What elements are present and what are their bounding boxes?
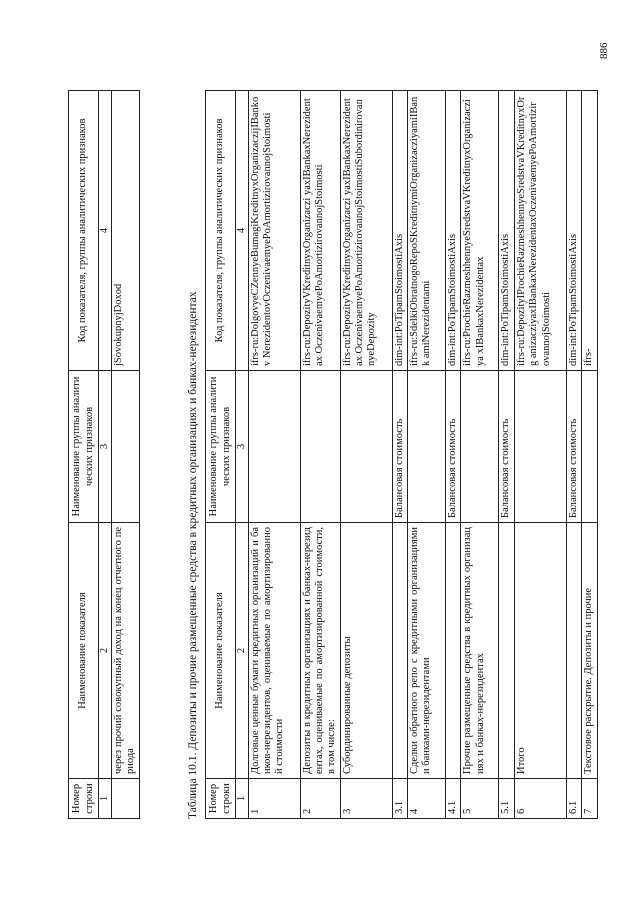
- group-name: Балансовая стоимость: [392, 371, 407, 523]
- group-name: [408, 371, 446, 523]
- indicator-code: dim-int:PoTipamStoimostiAxis: [566, 91, 581, 371]
- header-group-name: Наименование группы аналитических признаков: [206, 371, 236, 523]
- table-continuation: [68, 90, 140, 819]
- col-number: 3: [236, 371, 249, 523]
- row-number: 5: [461, 779, 499, 819]
- indicator-code: ifrs-ru:DolgovyeCZennyeBumagiKreditnyxOrganizaczijIBankov NerezidentovOczenivaemyePoAmortizirovannojStoimosti: [248, 91, 300, 371]
- group-name: [248, 371, 300, 523]
- indicator-code: dim-int:PoTipamStoimostiAxis: [446, 91, 461, 371]
- table-row: [300, 91, 340, 819]
- table-header-row: [206, 91, 236, 819]
- indicator-name: Текстовое раскрытие. Депозиты и прочие: [582, 523, 597, 779]
- indicator-code: ifrs-ru:SdelkiObratnogoRepoSKreditnymiOrganizacziyamiIBank amiNerezidentami: [408, 91, 446, 371]
- row-number: [111, 779, 139, 819]
- col-number: 1: [99, 779, 112, 819]
- table-row: [392, 91, 407, 819]
- table-row: [111, 91, 139, 819]
- table-row: [582, 91, 597, 819]
- indicator-name: Долговые ценные бумаги кредитных организаций и банков-нерезидентов, оцениваемые по амортизированной стоимости: [248, 523, 300, 779]
- indicator-name: Сделки обратного репо с кредитными организациями и банками-нерезидентами: [408, 523, 446, 779]
- indicator-code: jSovokupnyjDoxod: [111, 91, 139, 371]
- header-group-name: Наименование группы аналитических признаков: [69, 371, 99, 523]
- indicator-name: [499, 523, 514, 779]
- col-number: 2: [99, 523, 112, 779]
- table-header-row: [69, 91, 99, 819]
- group-name: Балансовая стоимость: [566, 371, 581, 523]
- table-row: [461, 91, 499, 819]
- group-name: [300, 371, 340, 523]
- indicator-name: Депозиты в кредитных организациях и банках-нерезидентах, оцениваемые по амортизированной стоимости, в том числе:: [300, 523, 340, 779]
- group-name: [514, 371, 566, 523]
- row-number: 2: [300, 779, 340, 819]
- indicator-name: [566, 523, 581, 779]
- row-number: 7: [582, 779, 597, 819]
- row-number: 4.1: [446, 779, 461, 819]
- group-name: Балансовая стоимость: [446, 371, 461, 523]
- indicator-code: ifrs-ru:DepozityVKreditnyxOrganizaczi yaxIBankaxNerezidentax OczenivaemyePoAmortizirovannojStoimosti: [300, 91, 340, 371]
- row-number: 6.1: [566, 779, 581, 819]
- row-number: 4: [408, 779, 446, 819]
- group-name: [111, 371, 139, 523]
- table-row: [408, 91, 446, 819]
- table-row: [499, 91, 514, 819]
- header-row-number: Номер строки: [69, 779, 99, 819]
- indicator-code: ifrs-ru:DepozityIProchieRazmeshhennyeSredstvaVKreditnyxOrg anizacziyaxIBankaxNerezidentaxOczenivaemyePoAmortizir ovannojStoimosti: [514, 91, 566, 371]
- header-code: Код показателя, группы аналитических признаков: [206, 91, 236, 371]
- table-row: [566, 91, 581, 819]
- indicator-name: Прочие размещенные средства в кредитных организациях и банках-нерезидентах: [461, 523, 499, 779]
- indicator-code: ifrs-: [582, 91, 597, 371]
- col-number: 4: [99, 91, 112, 371]
- table-row: [514, 91, 566, 819]
- indicator-code: dim-int:PoTipamStoimostiAxis: [392, 91, 407, 371]
- indicator-code: ifrs-ru:ProchieRazmeshhennyeSredstvaVKreditnyxOrganizacziya xIBankaxNerezidentax: [461, 91, 499, 371]
- table-row: [446, 91, 461, 819]
- header-indicator-name: Наименование показателя: [69, 523, 99, 779]
- indicator-name: через прочий совокупный доход на конец отчетного периода: [111, 523, 139, 779]
- row-number: 1: [248, 779, 300, 819]
- header-code: Код показателя, группы аналитических признаков: [69, 91, 99, 371]
- indicator-code: ifrs-ru:DepozityVKreditnyxOrganizaczi yaxIBankaxNerezidentax OczenivaemyePoAmortizirovannojStoimostiSubordinirovannyeDepozity: [340, 91, 392, 371]
- col-number: 3: [99, 371, 112, 523]
- page-number: 886: [598, 42, 610, 59]
- header-row-number: Номер строки: [206, 779, 236, 819]
- group-name: [461, 371, 499, 523]
- header-indicator-name: Наименование показателя: [206, 523, 236, 779]
- indicator-name: [392, 523, 407, 779]
- row-number: 5.1: [499, 779, 514, 819]
- indicator-name: Итого: [514, 523, 566, 779]
- row-number: 6: [514, 779, 566, 819]
- table-caption: Таблица 10.1. Депозиты и прочие размещенные средства в кредитных организациях и банках-нерезидентах: [187, 291, 199, 819]
- col-number: 4: [236, 91, 249, 371]
- group-name: [582, 371, 597, 523]
- row-number: 3.1: [392, 779, 407, 819]
- indicator-name: Субординированные депозиты: [340, 523, 392, 779]
- group-name: Балансовая стоимость: [499, 371, 514, 523]
- table-10-1: [205, 90, 598, 819]
- table-row: [248, 91, 300, 819]
- column-number-row: [236, 91, 249, 819]
- col-number: 2: [236, 523, 249, 779]
- indicator-name: [446, 523, 461, 779]
- column-number-row: [99, 91, 112, 819]
- indicator-code: dim-int:PoTipamStoimostiAxis: [499, 91, 514, 371]
- group-name: [340, 371, 392, 523]
- table-row: [340, 91, 392, 819]
- col-number: 1: [236, 779, 249, 819]
- row-number: 3: [340, 779, 392, 819]
